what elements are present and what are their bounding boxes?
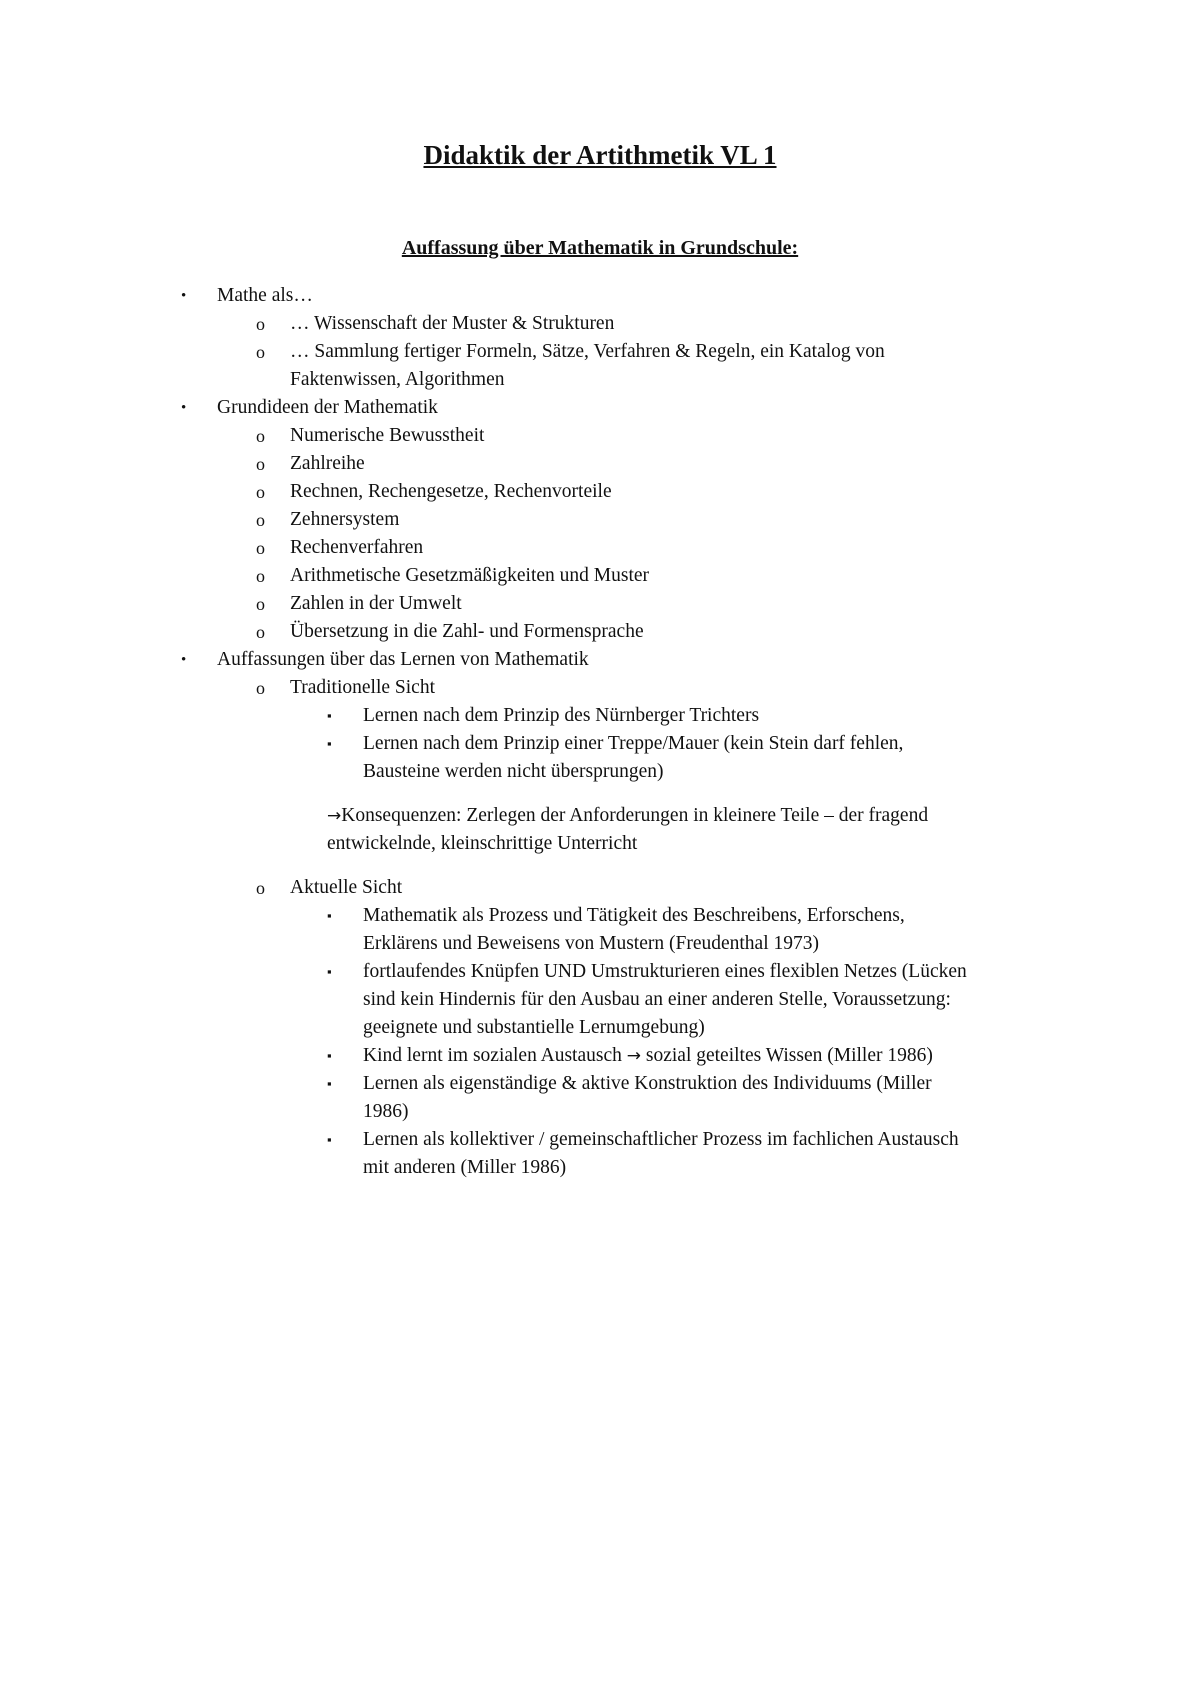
list-item [0, 310, 1200, 338]
list-item-text: Auffassungen über das Lernen von Mathematik [217, 649, 589, 670]
bullet-icon: o [256, 342, 265, 362]
square-bullet-icon: ▪ [327, 1076, 332, 1091]
list-item [0, 646, 1200, 674]
list-item-text: … Sammlung fertiger Formeln, Sätze, Verfahren & Regeln, ein Katalog von [290, 341, 885, 362]
paragraph-text: entwickelnde, kleinschrittige Unterricht [327, 833, 638, 854]
bullet-icon: o [256, 510, 265, 530]
bullet-icon: • [181, 652, 187, 668]
list-item [0, 394, 1200, 422]
list-item-text: Rechenverfahren [290, 537, 424, 558]
list-item [0, 506, 1200, 534]
list-item-text: Lernen nach dem Prinzip des Nürnberger Trichters [363, 705, 760, 726]
list-item [0, 338, 1200, 366]
list-item-continuation [0, 1154, 1200, 1182]
list-item-text: Aktuelle Sicht [290, 877, 403, 898]
list-item-text: Faktenwissen, Algorithmen [290, 369, 505, 390]
list-item-text: Grundideen der Mathematik [217, 397, 438, 418]
list-item-text: Übersetzung in die Zahl- und Formensprache [290, 621, 644, 642]
bullet-icon: o [256, 566, 265, 586]
list-item-text: Numerische Bewusstheit [290, 425, 485, 446]
list-item-text: Mathe als… [217, 285, 313, 306]
list-item-text: … Wissenschaft der Muster & Strukturen [290, 313, 615, 334]
list-item [0, 730, 1200, 758]
arrow-right-icon: → [626, 1046, 641, 1066]
spacer [0, 858, 1200, 874]
list-item [0, 1126, 1200, 1154]
list-item [0, 674, 1200, 702]
consequence-paragraph [0, 802, 1200, 830]
list-item-text: Lernen nach dem Prinzip einer Treppe/Mauer (kein Stein darf fehlen, [363, 733, 904, 754]
square-bullet-icon: ▪ [327, 908, 332, 923]
list-item-text: sozial geteiltes Wissen (Miller 1986) [641, 1045, 933, 1066]
paragraph-text: Konsequenzen: Zerlegen der Anforderungen in kleinere Teile – der fragend [341, 805, 929, 826]
list-item [0, 534, 1200, 562]
spacer [0, 786, 1200, 802]
consequence-paragraph-continuation [0, 830, 1200, 858]
section-heading: Auffassung über Mathematik in Grundschule: [401, 237, 799, 259]
list-item-text: Bausteine werden nicht übersprungen) [363, 761, 664, 782]
square-bullet-icon: ▪ [327, 1132, 332, 1147]
square-bullet-icon: ▪ [327, 964, 332, 979]
list-item-continuation [0, 986, 1200, 1014]
bullet-icon: o [256, 314, 265, 334]
list-item [0, 590, 1200, 618]
list-item [0, 902, 1200, 930]
list-item [0, 450, 1200, 478]
bullet-icon: o [256, 878, 265, 898]
bullet-icon: o [256, 454, 265, 474]
list-item [0, 958, 1200, 986]
list-item [0, 282, 1200, 310]
list-item-text: Traditionelle Sicht [290, 677, 435, 698]
list-item-text: geeignete und substantielle Lernumgebung) [363, 1017, 705, 1038]
bullet-icon: o [256, 594, 265, 614]
bullet-icon: • [181, 288, 187, 304]
bullet-icon: o [256, 678, 265, 698]
list-item-text: 1986) [363, 1101, 409, 1122]
list-item [0, 1070, 1200, 1098]
list-item [0, 562, 1200, 590]
square-bullet-icon: ▪ [327, 708, 332, 723]
list-item-text: mit anderen (Miller 1986) [363, 1157, 567, 1178]
list-item [0, 478, 1200, 506]
list-item-text: Zahlreihe [290, 453, 365, 474]
list-item-text: Erklärens und Beweisens von Mustern (Freudenthal 1973) [363, 933, 819, 954]
document-body [0, 282, 1200, 1182]
bullet-icon: o [256, 482, 265, 502]
list-item-text: Arithmetische Gesetzmäßigkeiten und Muster [290, 565, 650, 586]
list-item-continuation [0, 1014, 1200, 1042]
list-item-text: Rechnen, Rechengesetze, Rechenvorteile [290, 481, 612, 502]
list-item-text: fortlaufendes Knüpfen UND Umstrukturieren eines flexiblen Netzes (Lücken [363, 961, 967, 982]
bullet-icon: o [256, 426, 265, 446]
bullet-icon: • [181, 400, 187, 416]
arrow-right-icon: → [327, 806, 342, 826]
list-item-text: Mathematik als Prozess und Tätigkeit des Beschreibens, Erforschens, [363, 905, 905, 926]
list-item [0, 422, 1200, 450]
square-bullet-icon: ▪ [327, 736, 332, 751]
list-item-text: Zahlen in der Umwelt [290, 593, 462, 614]
list-item-text: sind kein Hindernis für den Ausbau an einer anderen Stelle, Voraussetzung: [363, 989, 951, 1010]
list-item [0, 1042, 1200, 1070]
list-item [0, 618, 1200, 646]
list-item-continuation [0, 930, 1200, 958]
bullet-icon: o [256, 622, 265, 642]
list-item-text: Lernen als kollektiver / gemeinschaftlicher Prozess im fachlichen Austausch [363, 1129, 959, 1150]
document-title: Didaktik der Artithmetik VL 1 [423, 140, 777, 170]
list-item-continuation [0, 366, 1200, 394]
bullet-icon: o [256, 538, 265, 558]
list-item-continuation [0, 758, 1200, 786]
list-item [0, 874, 1200, 902]
list-item-continuation [0, 1098, 1200, 1126]
list-item [0, 702, 1200, 730]
square-bullet-icon: ▪ [327, 1048, 332, 1063]
list-item-text: Zehnersystem [290, 509, 400, 530]
list-item-text: Lernen als eigenständige & aktive Konstruktion des Individuums (Miller [363, 1073, 932, 1094]
list-item-text: Kind lernt im sozialen Austausch [363, 1045, 627, 1066]
